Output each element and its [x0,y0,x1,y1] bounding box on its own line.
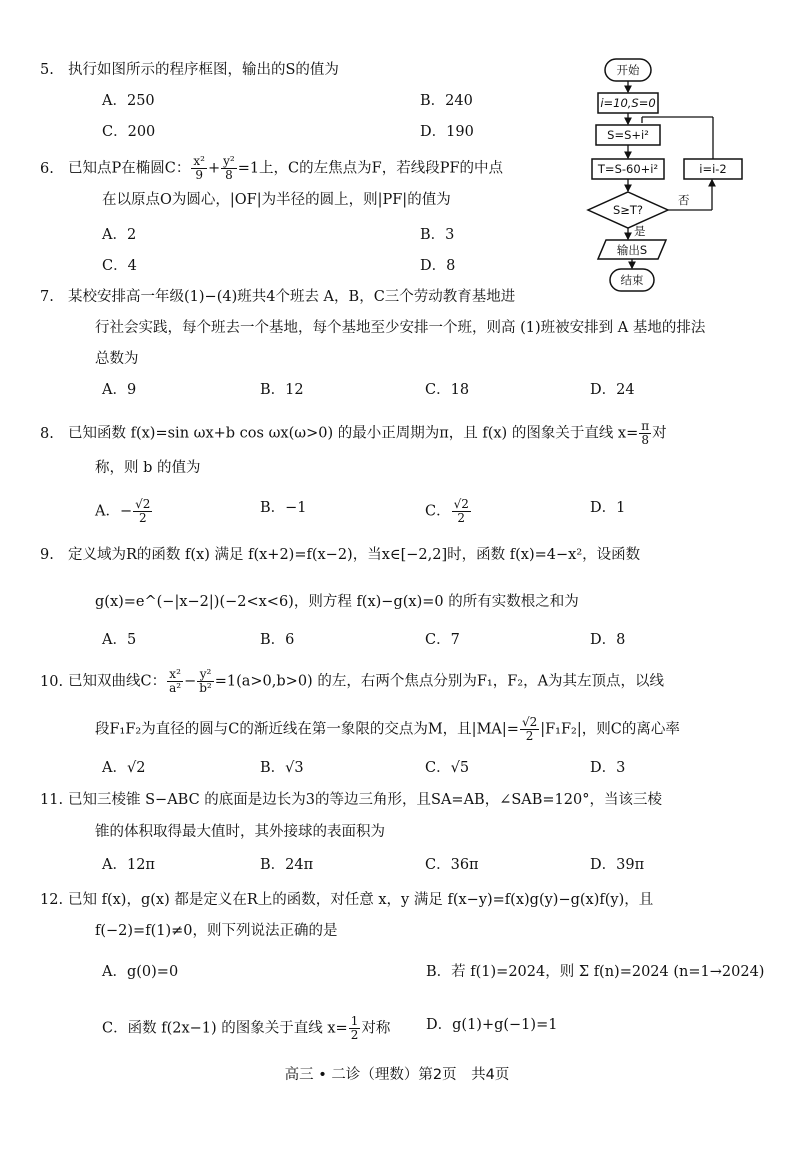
q10-line2-post: |F₁F₂|，则C的离心率 [540,721,680,738]
q6-frac1-den: 9 [195,168,203,182]
q8-number: 8. [40,425,54,442]
q9-stem [40,545,640,565]
q12-option-c-pre: C．函数 f(2x−1) 的图象关于直线 x= [102,1020,348,1037]
q10-number: 10. [40,673,64,690]
q10-line2-num: √2 [521,715,538,729]
q7-line3: 总数为 [95,351,139,367]
q12-line1: 已知 f(x)，g(x) 都是定义在R上的函数，对任意 x，y 满足 f(x−y)=f(x)g(y)−g(x)f(y)，且 [68,892,654,908]
q10-text-pre: 已知双曲线C： [68,673,167,690]
q10-frac2-den: b² [199,681,212,695]
q12-line2: f(−2)=f(1)≠0，则下列说法正确的是 [95,923,338,939]
q10-frac1-num: x² [167,668,183,682]
q5-number: 5. [40,62,54,78]
q12-option-c-post: 对称 [361,1020,391,1037]
q9-number: 9. [40,547,54,563]
q10-line2-pre: 段F₁F₂为直径的圆与C的渐近线在第一象限的交点为M，且|MA|= [95,721,519,738]
q7-line2: 行社会实践，每个班去一个基地，每个基地至少安排一个班，则高 (1)班被安排到 A 基地的排法 [95,320,706,336]
q12-option-b: B．若 f(1)=2024，则 Σ f(n)=2024 (n=1→2024) [426,964,765,980]
q8-option-a-frac [133,498,152,525]
flowchart-t-label: T=S-60+i² [597,162,659,176]
q8-text-post: 对 [652,425,667,442]
q10-line2-den: 2 [525,729,534,743]
q8-fraction [639,420,651,447]
q6-frac1-num: x² [193,154,205,168]
q9-option-c: C．7 [425,632,460,648]
flowchart-yes-label: 是 [634,224,646,238]
q8-a-den: 2 [138,511,147,525]
q6-frac2-num: y² [223,154,235,168]
q7-stem [40,287,515,307]
q12-option-a: A．g(0)=0 [102,964,179,980]
q11-number: 11. [40,792,64,808]
q6-fraction-x [191,155,207,182]
q12-number: 12. [40,892,64,908]
q10-text-post: =1(a>0,b>0) 的左，右两个焦点分别为F₁，F₂，A为其左顶点，以线 [214,673,665,690]
q10-line2 [95,716,680,743]
q10-frac1-den: a² [169,681,182,695]
q8-a-num: √2 [135,497,151,511]
flowchart-init-label: i=10,S=0 [600,96,656,110]
q10-fraction-y [197,668,214,695]
q5-option-d: D．190 [420,124,474,140]
q12-option-d: D．g(1)+g(−1)=1 [426,1017,558,1033]
flowchart-no-label: 否 [678,193,690,207]
q10-option-c: C．√5 [425,760,470,776]
q7-option-b: B．12 [260,382,304,398]
q10-frac2-num: y² [197,668,214,682]
q7-option-a: A．9 [102,382,137,398]
q12-option-c [102,1015,390,1042]
q8-frac-num: π [641,419,650,433]
q11-option-c: C．36π [425,857,479,873]
q6-option-c: C．4 [102,258,137,274]
q7-option-d: D．24 [590,382,635,398]
q10-option-a: A．√2 [102,760,146,776]
q9-line2: g(x)=e^(−|x−2|)(−2<x<6)，则方程 f(x)−g(x)=0 的所有实数根之和为 [95,594,579,610]
q7-option-c: C．18 [425,382,470,398]
flowchart-sum-label: S=S+i² [607,128,649,142]
flowchart-decision-label: S≥T? [612,203,644,217]
q6-plus: + [207,160,221,177]
q6-option-d: D．8 [420,258,456,274]
q12-option-c-frac [349,1015,361,1042]
program-flowchart [560,55,780,300]
q12-c-num: 1 [350,1014,359,1028]
page-footer: 高三 • 二诊（理数）第2页 共4页 [284,1067,510,1083]
q11-option-b: B．24π [260,857,314,873]
q8-c-den: 2 [457,511,466,525]
q10-fraction-x [167,668,183,695]
q8-option-c-label: C． [425,503,451,520]
q6-number: 6. [40,160,54,177]
q8-option-d: D．1 [590,500,626,516]
flowchart-svg [560,55,780,300]
q11-stem [40,790,662,810]
q8-c-num: √2 [453,497,469,511]
q5-option-b: B．240 [420,93,473,109]
q5-text: 执行如图所示的程序框图，输出的S的值为 [68,62,339,78]
flowchart-decrement-label: i=i-2 [699,162,727,176]
q5-option-c: C．200 [102,124,156,140]
q6-line2: 在以原点O为圆心，|OF|为半径的圆上，则|PF|的值为 [102,192,451,208]
flowchart-end-label: 结束 [620,273,644,287]
q10-line2-frac [520,716,539,743]
q9-option-d: D．8 [590,632,626,648]
q6-option-a: A．2 [102,227,137,243]
q11-option-a: A．12π [102,857,155,873]
q6-fraction-y [221,155,237,182]
q6-text-post: =1上，C的左焦点为F，若线段PF的中点 [237,160,504,177]
flowchart-start-label: 开始 [616,63,640,77]
q9-option-b: B．6 [260,632,295,648]
q9-option-a: A．5 [102,632,137,648]
q8-option-c-frac [452,498,471,525]
q8-text-pre: 已知函数 f(x)=sin ωx+b cos ωx(ω>0) 的最小正周期为π，且 f(x) 的图象关于直线 x= [68,425,639,442]
q7-line1: 某校安排高一年级(1)−(4)班共4个班去 A，B，C三个劳动教育基地进 [68,289,516,305]
q6-option-b: B．3 [420,227,455,243]
q12-c-den: 2 [350,1028,359,1042]
q5-stem [40,60,339,80]
q10-option-d: D．3 [590,760,626,776]
q7-number: 7. [40,289,54,305]
q11-option-d: D．39π [590,857,645,873]
q8-line2: 称，则 b 的值为 [95,460,201,476]
q10-option-b: B．√3 [260,760,304,776]
q8-option-b: B．−1 [260,500,307,516]
q5-option-a: A．250 [102,93,155,109]
q10-minus: − [184,673,197,690]
q8-option-c [425,498,472,525]
q8-frac-den: 8 [641,433,650,447]
q12-stem [40,890,653,910]
q8-stem [40,420,667,447]
q10-stem [40,668,664,695]
q6-text-pre: 已知点P在椭圆C： [68,160,191,177]
q6-stem [40,155,503,182]
q8-option-a-label: A．− [95,503,133,520]
q11-line1: 已知三棱锥 S−ABC 的底面是边长为3的等边三角形，且SA=AB，∠SAB=120°，当该三棱 [68,792,662,808]
q8-option-a [95,498,153,525]
flowchart-output-label: 输出S [616,243,648,257]
q6-frac2-den: 8 [225,168,233,182]
q11-line2: 锥的体积取得最大值时，其外接球的表面积为 [95,824,385,840]
q9-line1: 定义域为R的函数 f(x) 满足 f(x+2)=f(x−2)，当x∈[−2,2]时，函数 f(x)=4−x²，设函数 [68,547,641,563]
